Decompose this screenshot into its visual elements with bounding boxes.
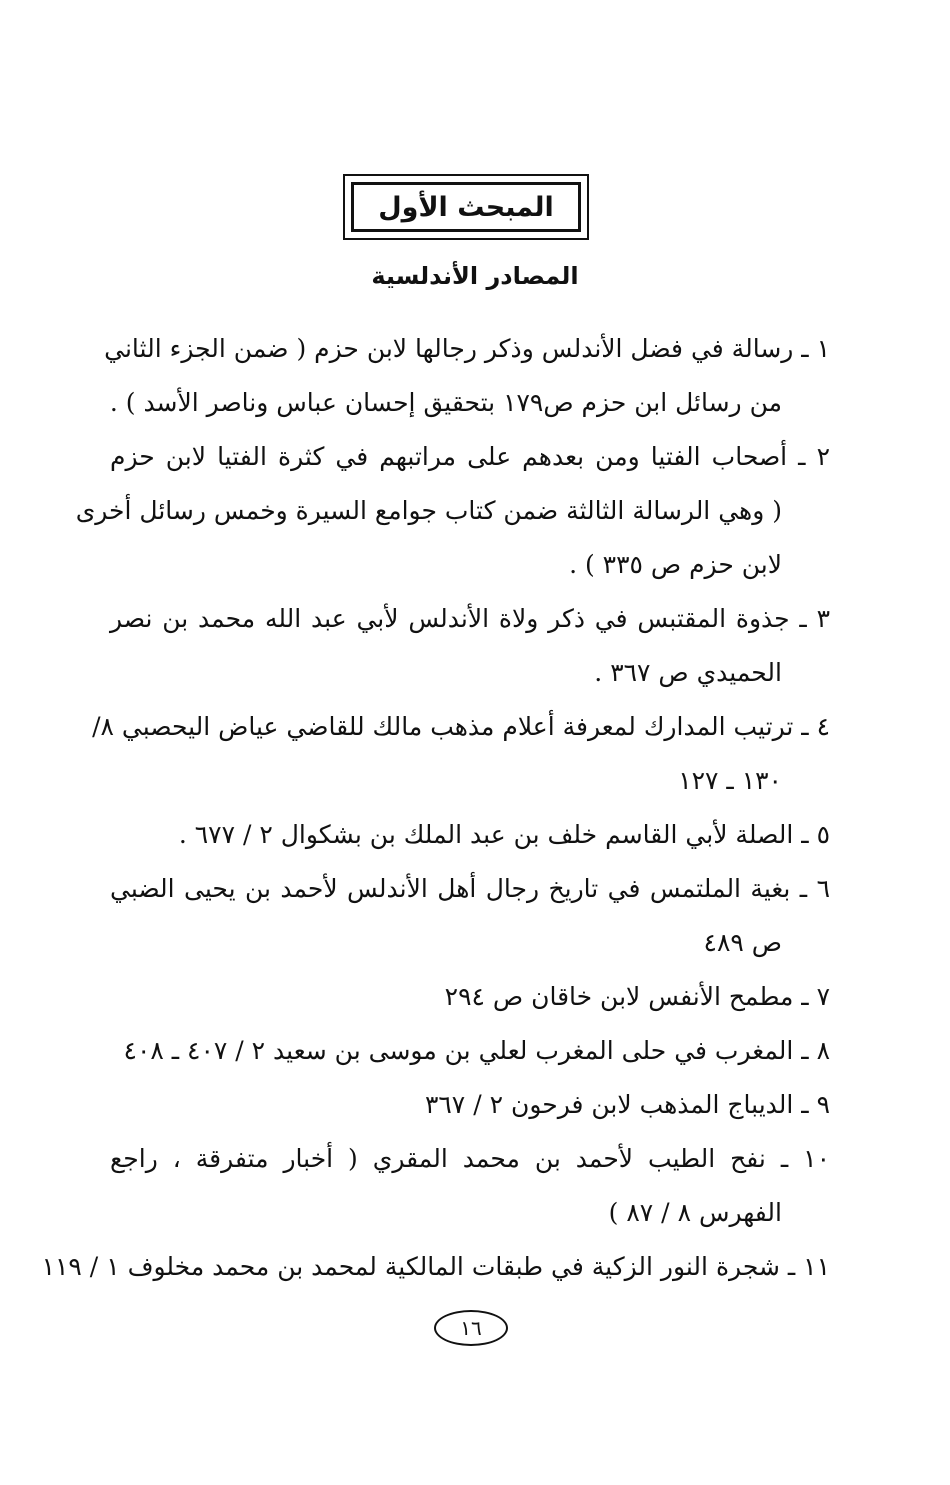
source-entry <box>110 970 830 1024</box>
source-entry-line: ٥ ـ الصلة لأبي القاسم خلف بن عبد الملك بن بشكوال ٢ / ٦٧٧ . <box>178 820 830 849</box>
section-title-inner-frame <box>351 182 581 232</box>
source-entry-line: لابن حزم ص ٣٣٥ ) . <box>569 550 782 579</box>
source-entry-line: ( وهي الرسالة الثالثة ضمن كتاب جوامع السيرة وخمس رسائل أخرى <box>75 496 782 525</box>
source-entry <box>110 808 830 862</box>
section-subtitle: المصادر الأندلسية <box>371 262 579 290</box>
source-entry-line: ٢ ـ أصحاب الفتيا ومن بعدهم على مراتبهم في كثرة الفتيا لابن حزم <box>110 442 830 471</box>
source-entry <box>104 322 830 430</box>
source-entry <box>110 1078 830 1132</box>
source-entry-line: ١٠ ـ نفح الطيب لأحمد بن محمد المقري ( أخبار متفرقة ، راجع <box>110 1144 830 1173</box>
source-entry <box>92 700 830 808</box>
source-entry-line: ٩ ـ الديباج المذهب لابن فرحون ٢ / ٣٦٧ <box>424 1090 830 1119</box>
source-entry-line: ٨ ـ المغرب في حلى المغرب لعلي بن موسى بن سعيد ٢ / ٤٠٧ ـ ٤٠٨ <box>123 1036 830 1065</box>
source-entry-line: ص ٤٨٩ <box>703 928 782 957</box>
source-entry-line: من رسائل ابن حزم ص١٧٩ بتحقيق إحسان عباس وناصر الأسد ) . <box>109 388 782 417</box>
source-entry-line: الفهرس ٨ / ٨٧ ) <box>608 1198 782 1227</box>
source-entry-line: ٤ ـ ترتيب المدارك لمعرفة أعلام مذهب مالك للقاضي عياض اليحصبي ٨/ <box>92 712 830 741</box>
sources-list <box>41 322 830 1294</box>
source-entry-line: الحميدي ص ٣٦٧ . <box>594 658 782 687</box>
section-title-frame <box>343 174 589 240</box>
source-entry-line: ٣ ـ جذوة المقتبس في ذكر ولاة الأندلس لأبي عبد الله محمد بن نصر <box>110 604 830 633</box>
source-entry-line: ٦ ـ بغية الملتمس في تاريخ رجال أهل الأندلس لأحمد بن يحيى الضبي <box>110 874 830 903</box>
source-entry <box>110 862 830 970</box>
page-number: ١٦ <box>434 1310 508 1346</box>
source-entry <box>75 430 830 592</box>
source-entry <box>110 1024 830 1078</box>
source-entry-line: ١٣٠ ـ ١٢٧ <box>678 766 782 795</box>
section-title: المبحث الأول <box>378 191 554 223</box>
source-entry <box>110 592 830 700</box>
source-entry <box>110 1132 830 1240</box>
source-entry <box>41 1240 830 1294</box>
source-entry-line: ٧ ـ مطمح الأنفس لابن خاقان ص ٢٩٤ <box>444 982 830 1011</box>
source-entry-line: ١١ ـ شجرة النور الزكية في طبقات المالكية لمحمد بن محمد مخلوف ١ / ١١٩ <box>41 1252 830 1281</box>
source-entry-line: ١ ـ رسالة في فضل الأندلس وذكر رجالها لابن حزم ( ضمن الجزء الثاني <box>104 334 830 363</box>
